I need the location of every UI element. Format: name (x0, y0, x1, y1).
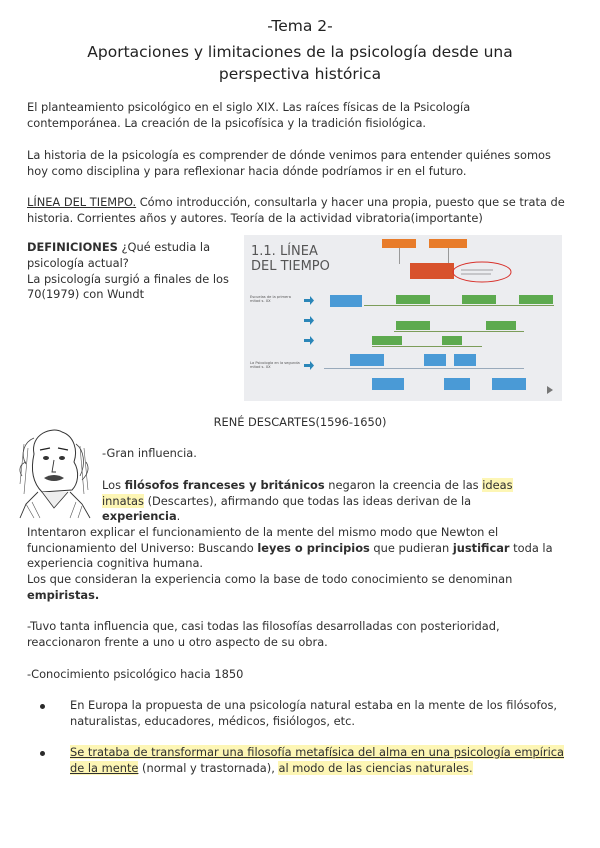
definitions-answer: La psicología surgió a finales de los 70(1979) con Wundt (27, 271, 229, 302)
arrow-right-icon (304, 361, 314, 370)
next-slide-icon (545, 385, 555, 395)
influence-paragraph: -Tuvo tanta influencia que, casi todas las filosofías desarrolladas con posterioridad, reaccionaron frente a uno u otro aspecto de su obra. (27, 619, 500, 649)
bullet-icon (40, 704, 45, 709)
red-annotation-ellipse (451, 260, 513, 284)
timeline-box (372, 378, 404, 390)
timeline-box (492, 378, 526, 390)
timeline-text: Cómo introducción, consultarla y hacer una propia, puesto que se trata de historia. Corrientes años y autores. Teoría de la actividad vibratoria(importante) (27, 195, 565, 225)
arrow-right-icon (304, 296, 314, 305)
timeline-box (429, 239, 467, 248)
bullet-item-2: Se trataba de transformar una filosofía metafísica del alma en una psicología empírica de la mente (normal y trastornada), al modo de las ciencias naturales. (70, 745, 564, 775)
timeline-box (519, 295, 553, 304)
definitions-block (27, 240, 242, 303)
timeline-side-note-top: Escuelas de la primera mitad s. XX (250, 295, 291, 304)
timeline-box (442, 336, 462, 345)
timeline-box (486, 321, 516, 330)
knowledge-1850-heading: -Conocimiento psicológico hacia 1850 (27, 667, 244, 681)
intro-paragraph-2: La historia de la psicología es comprender de dónde venimos para entender quiénes somos hoy como disciplina y para reflexionar hacia dónde podríamos ir en el futuro. (27, 148, 551, 178)
timeline-box (396, 321, 430, 330)
page-title-line1: -Tema 2- (267, 17, 333, 35)
timeline-box (444, 378, 470, 390)
newton-paragraph: Intentaron explicar el funcionamiento de la mente del mismo modo que Newton el funcionamiento del Universo: Buscando leyes o principios que pudieran justificar toda la experiencia cognitiva humana. (27, 525, 553, 571)
timeline-box (462, 295, 496, 304)
timeline-box (410, 263, 454, 279)
definitions-question: ¿Qué estudia la psicología actual? (27, 240, 211, 270)
timeline-box (424, 354, 446, 366)
bullet-item-1: En Europa la propuesta de una psicología natural estaba en la mente de los filósofos, naturalistas, educadores, médicos, fisiólogos, etc. (70, 698, 558, 728)
timeline-side-note-bottom: La Psicología en la segunda mitad s. XX (250, 361, 300, 370)
timeline-box (350, 354, 384, 366)
descartes-heading: RENÉ DESCARTES(1596-1650) (213, 415, 387, 429)
intro-paragraph-3 (27, 195, 567, 226)
empiristas-paragraph: Los que consideran la experiencia como la base de todo conocimiento se denominan empiristas. (27, 572, 513, 602)
timeline-title: 1.1. LÍNEA DEL TIEMPO (251, 244, 330, 274)
timeline-box (382, 239, 416, 248)
page-title: Aportaciones y limitaciones de la psicología desde una perspectiva histórica (87, 43, 513, 83)
descartes-paragraph: Los filósofos franceses y británicos negaron la creencia de las ideas innatas (Descartes), afirmando que todas las ideas derivan de la experiencia. (102, 478, 513, 524)
timeline-box (330, 295, 362, 307)
intro-paragraph-1: El planteamiento psicológico en el siglo XIX. Las raíces físicas de la Psicología contemporánea. La creación de la psicofísica y la tradición fisiológica. (27, 100, 471, 130)
arrow-right-icon (304, 316, 314, 325)
descartes-portrait (12, 424, 97, 519)
timeline-label: LÍNEA DEL TIEMPO. (27, 195, 137, 209)
timeline-image (244, 235, 562, 401)
bullet-icon (40, 751, 45, 756)
definitions-label: DEFINICIONES (27, 240, 118, 254)
timeline-box (396, 295, 430, 304)
timeline-box (372, 336, 402, 345)
timeline-box (454, 354, 476, 366)
arrow-right-icon (304, 336, 314, 345)
descartes-influence: -Gran influencia. (102, 446, 197, 460)
